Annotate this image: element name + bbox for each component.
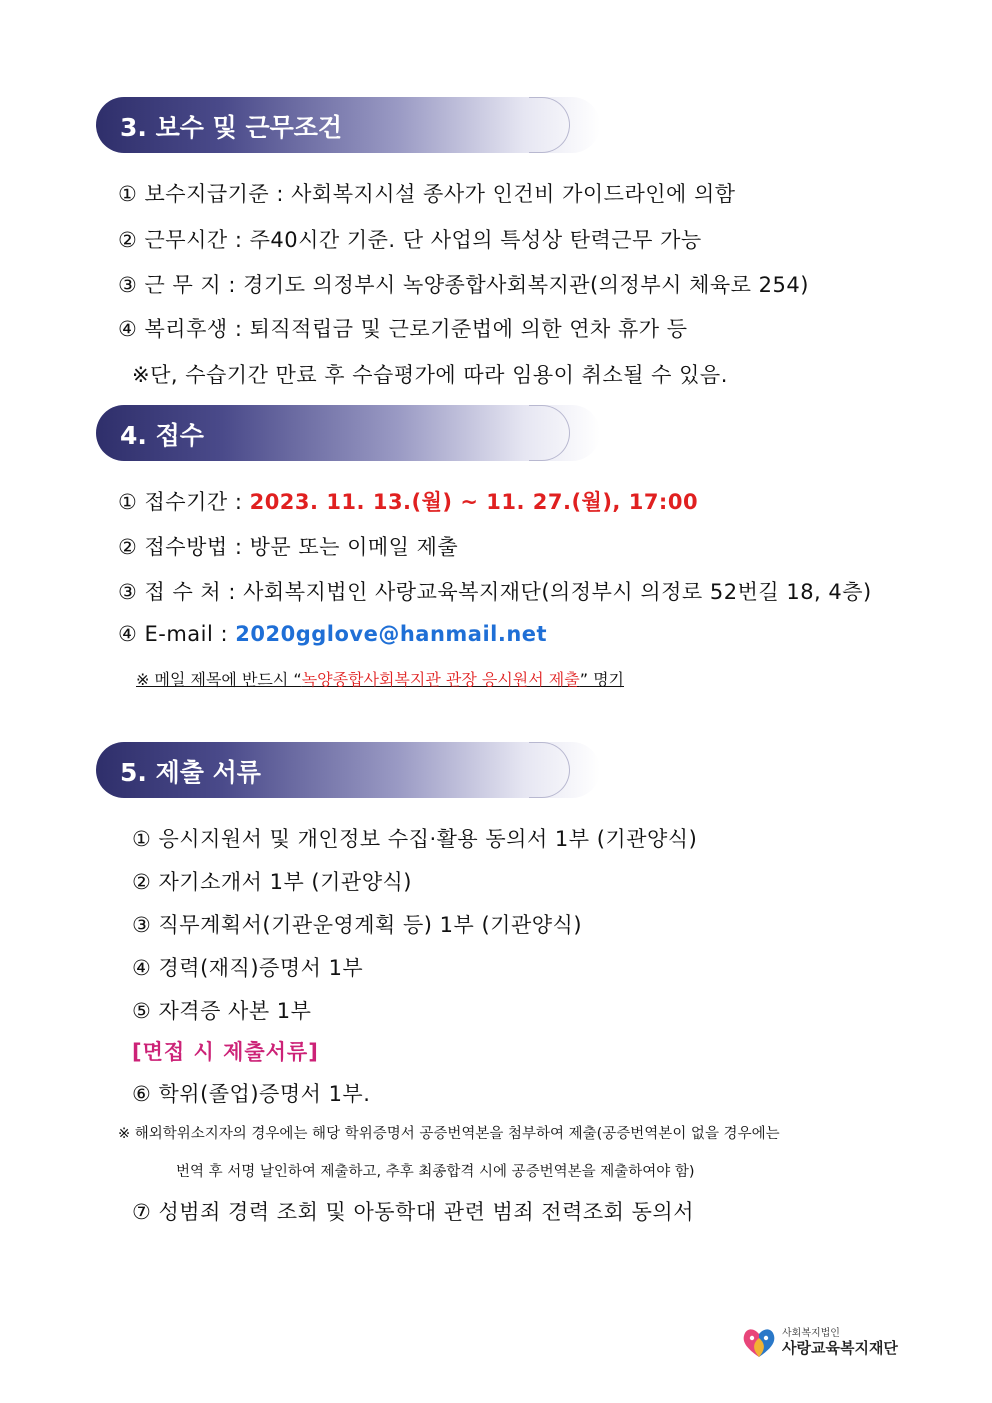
foundation-logo <box>740 1322 900 1362</box>
s5-item-4: ④ 경력(재직)증명서 1부 <box>132 956 364 980</box>
s4-period-value: 2023. 11. 13.(월) ~ 11. 27.(월), 17:00 <box>249 490 699 514</box>
banner-arc-decoration <box>529 742 570 798</box>
s4-email <box>118 622 547 646</box>
s3-item-2: ② 근무시간 : 주40시간 기준. 단 사업의 특성상 탄력근무 가능 <box>118 228 702 252</box>
s4-note-suffix: ” 명기 <box>579 670 624 689</box>
banner-arc-decoration <box>529 97 570 153</box>
section-4-title: 4. 접수 <box>120 421 204 450</box>
s5-item-1: ① 응시지원서 및 개인정보 수집·활용 동의서 1부 (기관양식) <box>132 827 698 851</box>
s4-place: ③ 접 수 처 : 사회복지법인 사랑교육복지재단(의정부시 의정로 52번길 18, 4층) <box>118 580 872 604</box>
s5-note-line-2: 번역 후 서명 날인하여 제출하고, 추후 최종합격 시에 공증번역본을 제출하여야 함) <box>176 1164 695 1180</box>
s4-note-red: 녹양종합사회복지관 관장 응시원서 제출 <box>301 670 580 689</box>
s4-period <box>118 486 698 516</box>
logo-name: 사랑교육복지재단 <box>782 1339 898 1357</box>
s4-period-label: ① 접수기간 : <box>118 490 250 514</box>
logo-subtitle: 사회복지법인 <box>782 1328 840 1339</box>
s5-note-line-1: ※ 해외학위소지자의 경우에는 해당 학위증명서 공증번역본을 첨부하여 제출(공증번역본이 없을 경우에는 <box>118 1126 780 1142</box>
s3-note: ※단, 수습기간 만료 후 수습평가에 따라 임용이 취소될 수 있음. <box>132 363 728 387</box>
s5-item-6: ⑥ 학위(졸업)증명서 1부. <box>132 1082 371 1106</box>
s5-item-7: ⑦ 성범죄 경력 조회 및 아동학대 관련 범죄 전력조회 동의서 <box>132 1200 694 1224</box>
s5-item-5: ⑤ 자격증 사본 1부 <box>132 999 312 1023</box>
banner-arc-decoration <box>529 405 570 461</box>
section-3-banner <box>96 97 600 153</box>
s4-note <box>136 667 624 690</box>
s4-email-link[interactable]: 2020gglove@hanmail.net <box>235 622 548 646</box>
section-5-title: 5. 제출 서류 <box>120 758 261 787</box>
s5-item-2: ② 자기소개서 1부 (기관양식) <box>132 870 412 894</box>
s3-item-1: ① 보수지급기준 : 사회복지시설 종사가 인건비 가이드라인에 의함 <box>118 182 736 206</box>
s3-item-4: ④ 복리후생 : 퇴직적립금 및 근로기준법에 의한 연차 휴가 등 <box>118 317 688 341</box>
section-3-title: 3. 보수 및 근무조건 <box>120 113 343 142</box>
section-4-banner <box>96 405 600 461</box>
s4-note-prefix: ※ 메일 제목에 반드시 “ <box>136 670 302 689</box>
section-5-banner <box>96 742 600 798</box>
s3-item-3: ③ 근 무 지 : 경기도 의정부시 녹양종합사회복지관(의정부시 체육로 254) <box>118 273 809 297</box>
s4-method: ② 접수방법 : 방문 또는 이메일 제출 <box>118 535 459 559</box>
interview-heading: [면접 시 제출서류] <box>132 1040 319 1064</box>
heart-logo-icon <box>740 1324 778 1360</box>
s5-item-3: ③ 직무계획서(기관운영계획 등) 1부 (기관양식) <box>132 913 583 937</box>
s4-email-label: ④ E-mail : <box>118 622 236 646</box>
